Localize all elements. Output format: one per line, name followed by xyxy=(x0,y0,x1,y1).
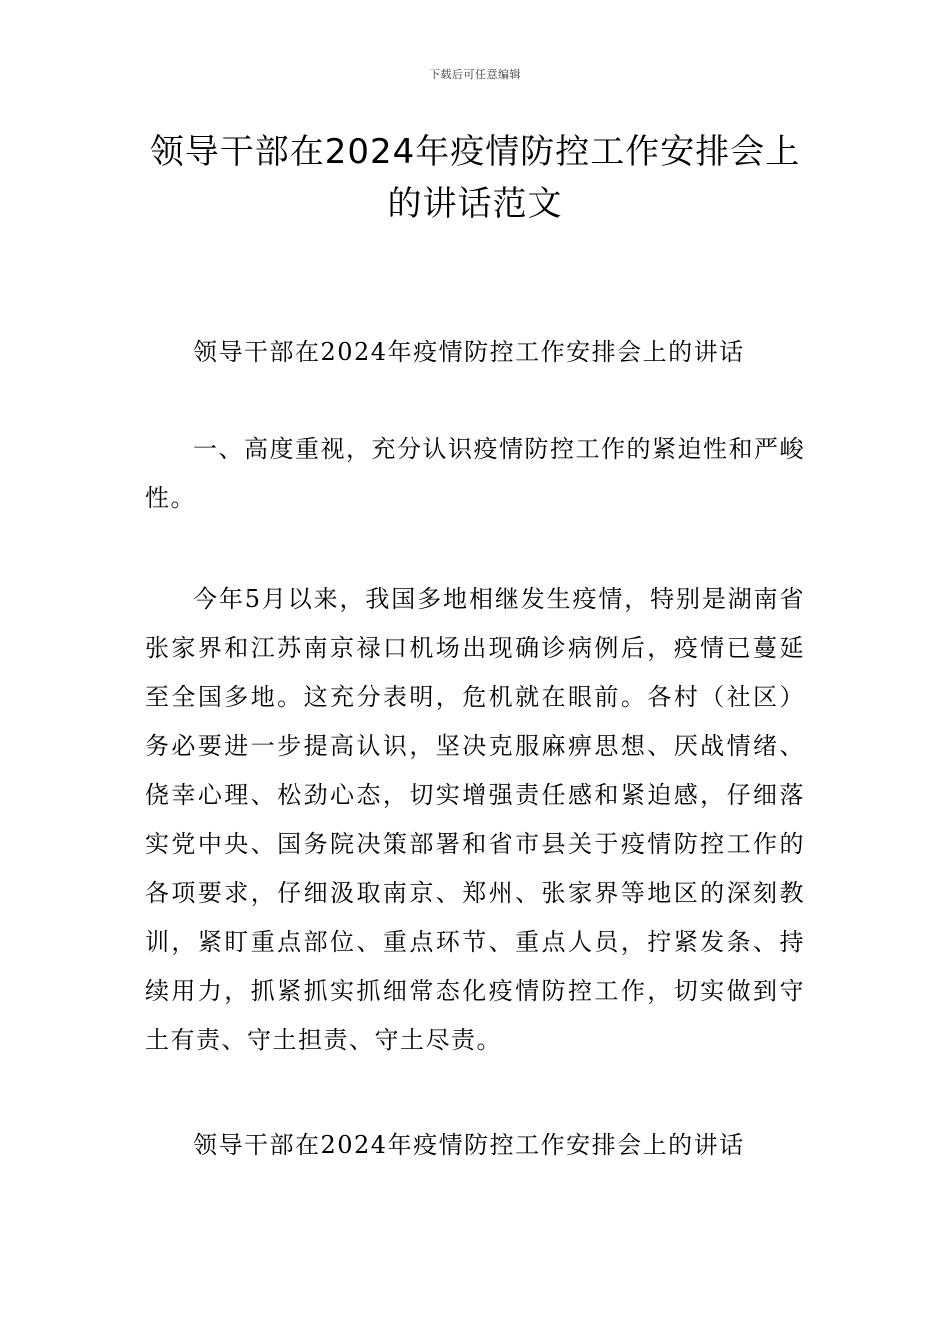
document-title-line-1: 领导干部在2024年疫情防控工作安排会上 xyxy=(149,132,801,172)
document-title xyxy=(120,126,830,230)
speech-subtitle-repeat: 领导干部在2024年疫情防控工作安排会上的讲话 xyxy=(193,1131,745,1159)
speech-subtitle: 领导干部在2024年疫情防控工作安排会上的讲话 xyxy=(193,338,745,366)
section-heading-1: 一、高度重视，充分认识疫情防控工作的紧迫性和严峻性。 xyxy=(145,435,805,512)
header-note: 下载后可任意编辑 xyxy=(429,68,521,81)
body-paragraph-1: 今年5月以来，我国多地相继发生疫情，特别是湖南省张家界和江苏南京禄口机场出现确诊病例后，疫情已蔓延至全国多地。这充分表明，危机就在眼前。各村（社区）务必要进一步提高认识，坚决克服麻痹思想、厌战情绪、侥幸心理、松劲心态，切实增强责任感和紧迫感，仔细落实党中央、国务院决策部署和省市县关于疫情防控工作的各项要求，仔细汲取南京、郑州、张家界等地区的深刻教训，紧盯重点部位、重点环节、重点人员，拧紧发条、持续用力，抓紧抓实抓细常态化疫情防控工作，切实做到守土有责、守土担责、守土尽责。 xyxy=(145,585,805,1054)
document-title-line-2: 的讲话范文 xyxy=(387,184,563,224)
